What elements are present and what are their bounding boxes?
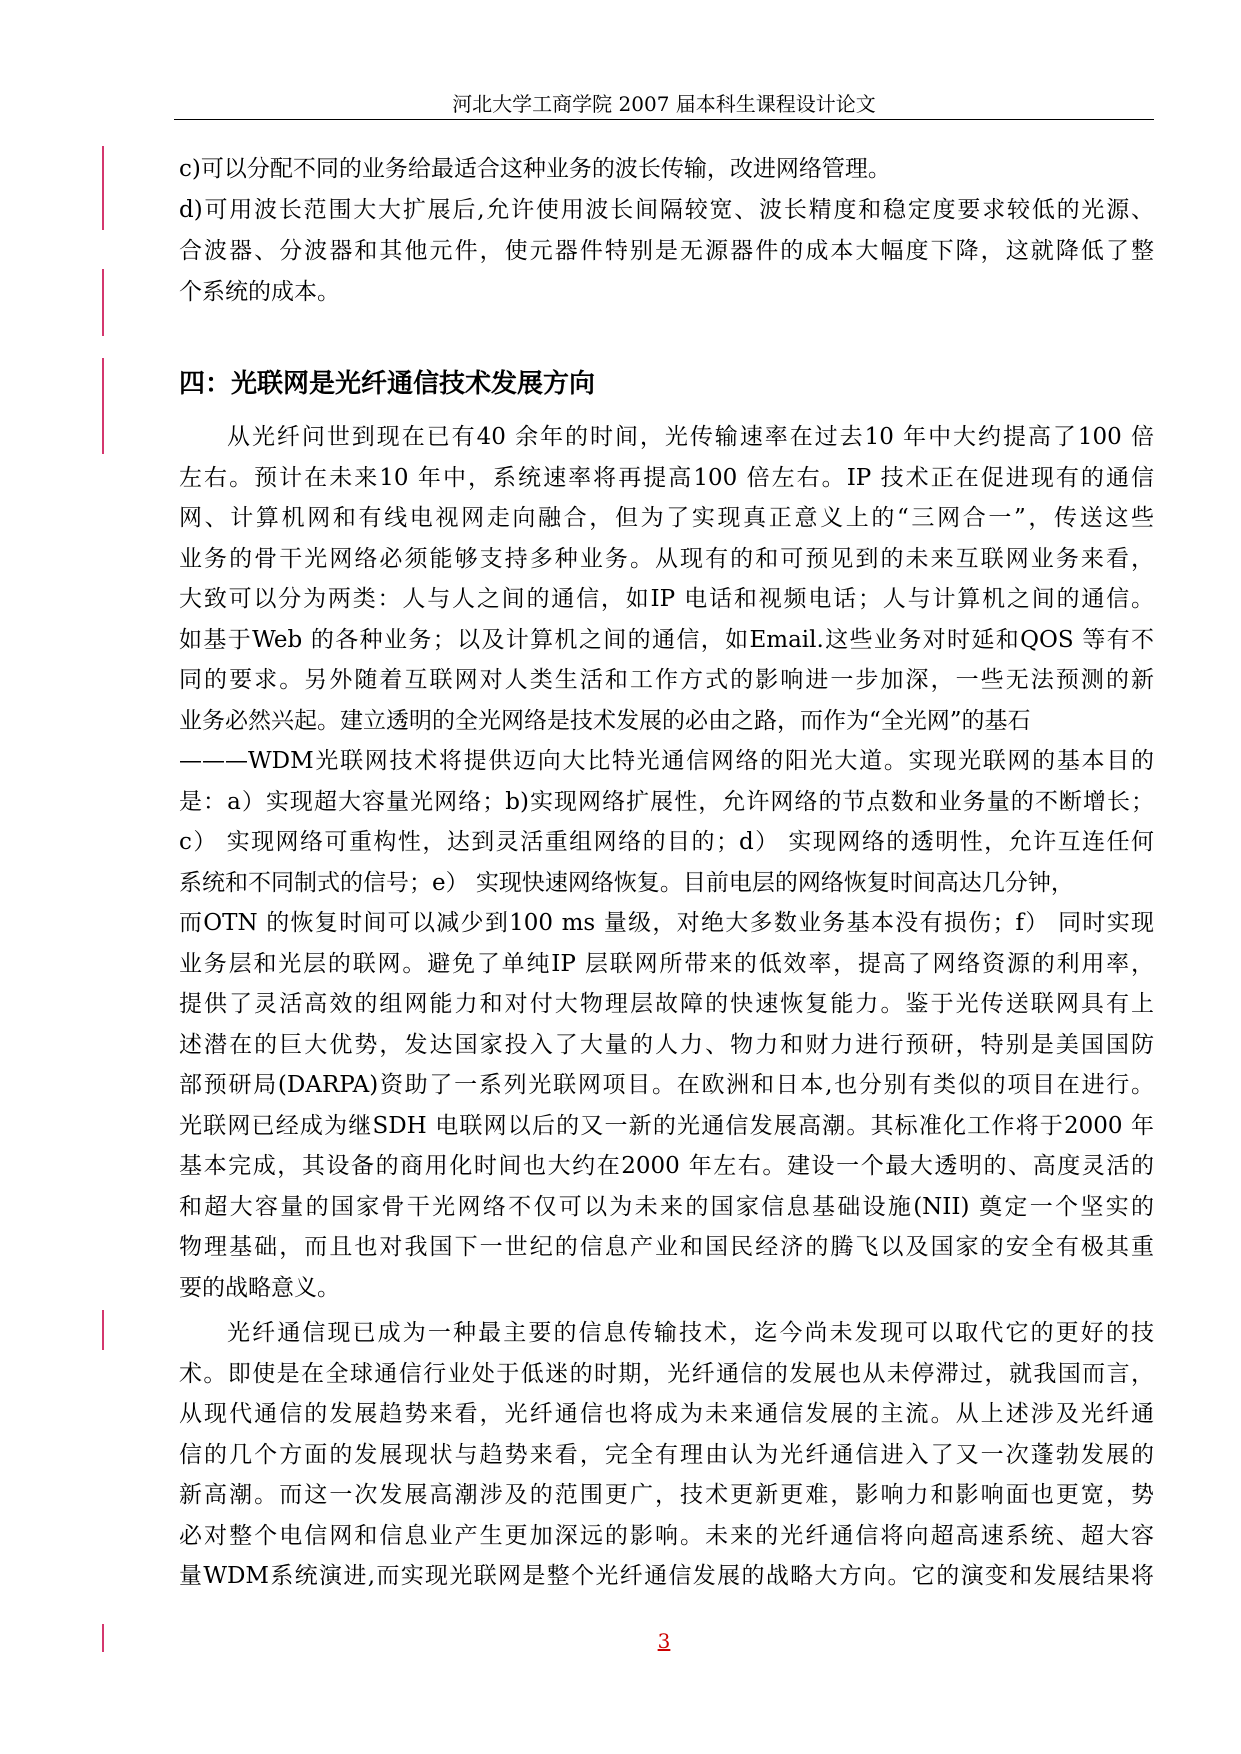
- paragraph-line: 必对整个电信网和信息业产生更加深远的影响。未来的光纤通信将向超高速系统、超大容: [179, 1522, 1154, 1549]
- revision-bar: [102, 1310, 104, 1350]
- paragraph-line: 基本完成，其设备的商用化时间也大约在2000 年左右。建设一个最大透明的、高度灵活的: [179, 1153, 1154, 1179]
- revision-bar: [102, 269, 104, 336]
- paragraph-line: 而OTN 的恢复时间可以减少到100 ms 量级，对绝大多数业务基本没有损伤；f） 同时实现: [179, 910, 1154, 936]
- paragraph-line: 从光纤问世到现在已有40 余年的时间，光传输速率在过去10 年中大约提高了100 倍: [227, 424, 1154, 450]
- revision-bar: [102, 358, 104, 454]
- section-heading: 四：光联网是光纤通信技术发展方向: [179, 369, 596, 399]
- revision-bar: [102, 1624, 104, 1652]
- paragraph-line: 信的几个方面的发展现状与趋势来看，完全有理由认为光纤通信进入了又一次蓬勃发展的: [179, 1441, 1154, 1468]
- paragraph-line: 物理基础，而且也对我国下一世纪的信息产业和国民经济的腾飞以及国家的安全有极其重: [179, 1234, 1154, 1260]
- list-item-d-line: 合波器、分波器和其他元件，使元器件特别是无源器件的成本大幅度下降，这就降低了整: [179, 238, 1154, 264]
- paragraph-line: ———WDM光联网技术将提供迈向大比特光通信网络的阳光大道。实现光联网的基本目的: [179, 748, 1154, 774]
- list-item-d-line: 个系统的成本。: [179, 279, 340, 305]
- paragraph-line: 是：a）实现超大容量光网络；b)实现网络扩展性，允许网络的节点数和业务量的不断增长；: [179, 788, 1154, 815]
- body-paragraph: [179, 417, 1154, 1308]
- paragraph-line: 如基于Web 的各种业务；以及计算机之间的通信，如Email.这些业务对时延和QOS 等有不: [179, 626, 1154, 653]
- paragraph-line: 提供了灵活高效的组网能力和对付大物理层故障的快速恢复能力。鉴于光传送联网具有上: [179, 991, 1154, 1017]
- paragraph-line: 系统和不同制式的信号；e） 实现快速网络恢复。目前电层的网络恢复时间高达几分钟，: [179, 869, 1074, 896]
- paragraph-line: c） 实现网络可重构性，达到灵活重组网络的目的；d） 实现网络的透明性，允许互连任何: [179, 829, 1154, 855]
- paragraph-line: 从现代通信的发展趋势来看，光纤通信也将成为未来通信发展的主流。从上述涉及光纤通: [179, 1401, 1154, 1427]
- paragraph-line: 同的要求。另外随着互联网对人类生活和工作方式的影响进一步加深，一些无法预测的新: [179, 667, 1154, 693]
- running-header: 河北大学工商学院 2007 届本科生课程设计论文: [452, 92, 876, 116]
- paragraph-line: 术。即使是在全球通信行业处于低迷的时期，光纤通信的发展也从未停滞过，就我国而言，: [179, 1360, 1154, 1387]
- paragraph-line: 大致可以分为两类：人与人之间的通信，如IP 电话和视频电话；人与计算机之间的通信。: [179, 586, 1154, 612]
- paragraph-line: 业务的骨干光网络必须能够支持多种业务。从现有的和可预见到的未来互联网业务来看，: [179, 545, 1154, 572]
- paragraph-line: 新高潮。而这一次发展高潮涉及的范围更广，技术更新更难，影响力和影响面也更宽，势: [179, 1482, 1154, 1508]
- paragraph-line: 光联网已经成为继SDH 电联网以后的又一新的光通信发展高潮。其标准化工作将于2000 年: [179, 1112, 1154, 1139]
- paragraph-line: 左右。预计在未来10 年中，系统速率将再提高100 倍左右。IP 技术正在促进现有的通信: [179, 464, 1154, 491]
- paragraph-line: 和超大容量的国家骨干光网络不仅可以为未来的国家信息基础设施(NII) 奠定一个坚实的: [179, 1193, 1154, 1220]
- advantage-list: [179, 149, 1154, 313]
- page-number: 3: [657, 1629, 671, 1653]
- paragraph-line: 量WDM系统演进,而实现光联网是整个光纤通信发展的战略大方向。它的演变和发展结果将: [179, 1563, 1154, 1589]
- paragraph-line: 业务必然兴起。建立透明的全光网络是技术发展的必由之路，而作为“全光网”的基石: [179, 707, 1031, 734]
- header-divider: [174, 119, 1154, 120]
- list-item-c-line: c)可以分配不同的业务给最适合这种业务的波长传输，改进网络管理。: [179, 156, 891, 182]
- page-number-container: [174, 1628, 1154, 1654]
- paragraph-line: 网、计算机网和有线电视网走向融合，但为了实现真正意义上的“三网合一”，传送这些: [179, 505, 1154, 531]
- revision-bar: [102, 146, 104, 230]
- paragraph-line: 业务层和光层的联网。避免了单纯IP 层联网所带来的低效率，提高了网络资源的利用率，: [179, 950, 1154, 977]
- body-paragraph: [179, 1313, 1154, 1597]
- paragraph-line: 要的战略意义。: [179, 1274, 340, 1301]
- paragraph-line: 光纤通信现已成为一种最主要的信息传输技术，迄今尚未发现可以取代它的更好的技: [227, 1320, 1154, 1346]
- paragraph-line: 部预研局(DARPA)资助了一系列光联网项目。在欧洲和日本,也分别有类似的项目在进行。: [179, 1072, 1154, 1098]
- paragraph-line: 述潜在的巨大优势，发达国家投入了大量的人力、物力和财力进行预研，特别是美国国防: [179, 1031, 1154, 1058]
- list-item-d-line: d)可用波长范围大大扩展后,允许使用波长间隔较宽、波长精度和稳定度要求较低的光源、: [179, 197, 1154, 223]
